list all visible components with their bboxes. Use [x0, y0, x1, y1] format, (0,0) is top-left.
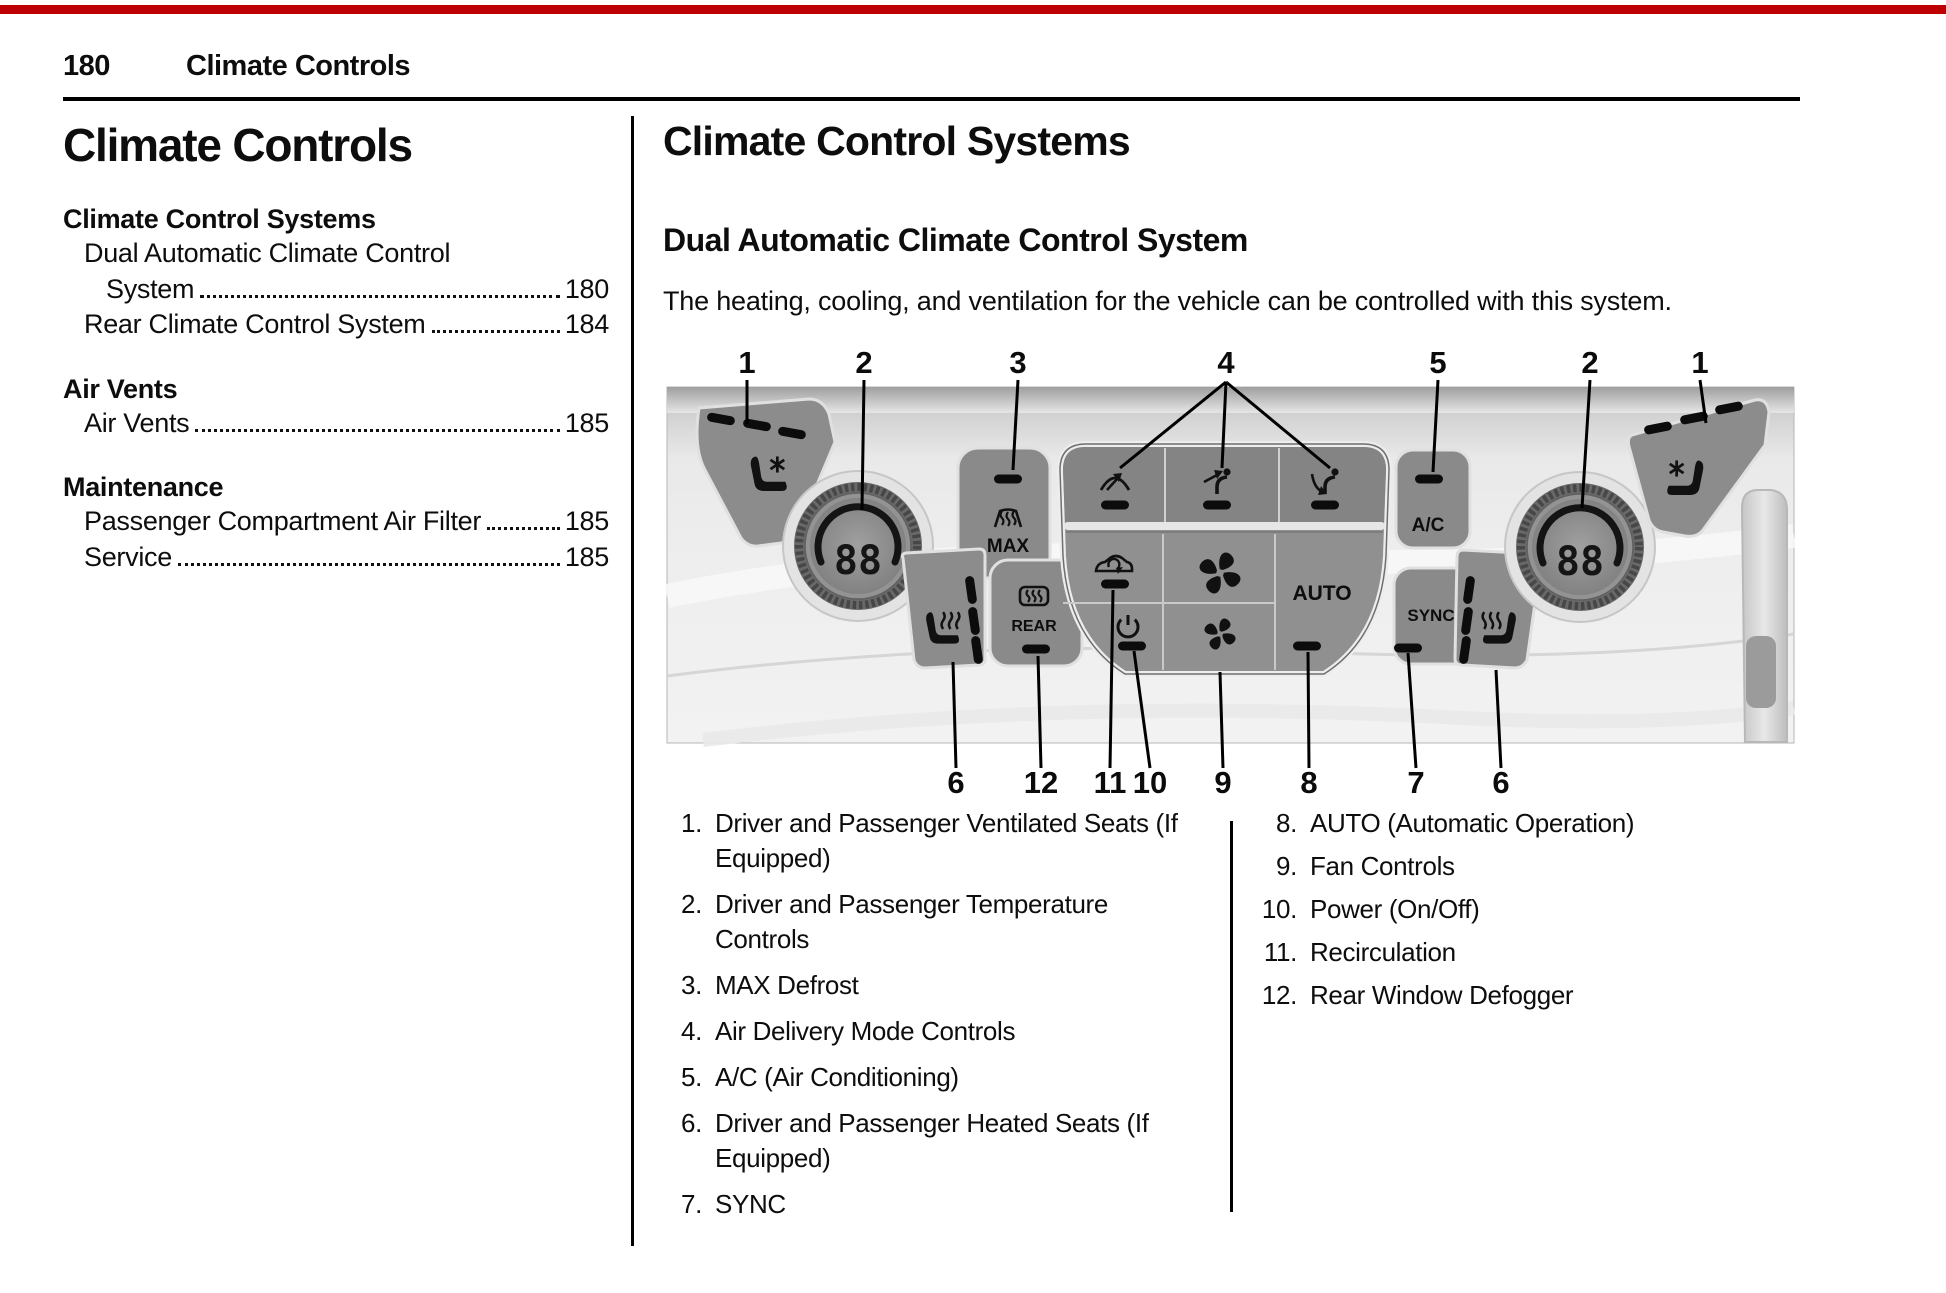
legend-number: 4.: [681, 1016, 702, 1046]
legend-text: SYNC: [715, 1189, 786, 1219]
passenger-temperature-knob: [1505, 472, 1655, 622]
dashboard-trim-pillar: [1742, 490, 1787, 742]
callout-7: 7: [1407, 765, 1425, 800]
legend-text: [715, 806, 1178, 876]
legend-item-5: [660, 1060, 1218, 1095]
toc-page-number: 180: [564, 273, 609, 304]
legend-item-10: [1247, 892, 1807, 927]
legend-text: Recirculation: [1310, 937, 1456, 967]
legend-line: Driver and Passenger Temperature: [715, 889, 1108, 919]
legend-item-1: [660, 806, 1218, 876]
callout-2-left: 2: [855, 345, 873, 380]
legend-number: 6.: [681, 1108, 702, 1138]
toc-heading: Air Vents: [63, 373, 178, 404]
toc-entry-label: Passenger Compartment Air Filter: [84, 506, 482, 536]
legend-number: 12.: [1261, 980, 1297, 1010]
header-rule: [63, 97, 1800, 101]
passenger-temp-display: 88: [1555, 539, 1605, 585]
legend-item-8: [1247, 806, 1807, 841]
column-divider: [631, 116, 634, 1246]
legend-text: [715, 887, 1108, 957]
legend-number: 2.: [681, 889, 702, 919]
center-button-cluster: [1060, 444, 1389, 674]
legend-number: 10.: [1261, 894, 1297, 924]
legend-number: 9.: [1276, 851, 1297, 881]
right-column: [663, 116, 1803, 318]
table-of-contents: [63, 203, 609, 575]
ac-label: A/C: [1411, 515, 1445, 536]
callout-1-left: 1: [738, 345, 756, 380]
legend-text: Rear Window Defogger: [1310, 980, 1574, 1010]
left-column: [63, 119, 609, 575]
legend-text: [715, 1106, 1149, 1176]
callout-8: 8: [1300, 765, 1318, 800]
legend-number: 7.: [681, 1189, 702, 1219]
figure-legend-left: [660, 806, 1218, 1233]
sync-label: SYNC: [1407, 606, 1455, 625]
legend-number: 11.: [1263, 937, 1297, 967]
legend-item-12: [1247, 978, 1807, 1013]
callout-10: 10: [1132, 765, 1168, 800]
toc-dot-leader: [487, 527, 560, 530]
toc-page-number: 184: [564, 309, 609, 339]
figure-legend-right: [1247, 806, 1807, 1021]
toc-page-number: 185: [564, 407, 609, 438]
auto-label: AUTO: [1292, 582, 1352, 605]
toc-entry-label: Dual Automatic Climate Control: [84, 238, 451, 268]
toc-entry-label: Air Vents: [84, 407, 190, 438]
header-chapter-title: Climate Controls: [186, 50, 411, 82]
legend-item-4: [660, 1014, 1218, 1049]
toc-page-number: 185: [564, 541, 609, 572]
page-top-accent-bar: [0, 5, 1946, 14]
driver-heated-seat-button: [902, 549, 985, 668]
legend-text: AUTO (Automatic Operation): [1310, 808, 1635, 838]
callout-3: 3: [1009, 345, 1027, 380]
toc-dot-leader: [178, 563, 560, 566]
subsection-title: Dual Automatic Climate Control System: [663, 222, 1248, 258]
climate-control-figure: [663, 338, 1803, 806]
callout-6-right: 6: [1492, 765, 1510, 800]
intro-paragraph: The heating, cooling, and ventilation for the vehicle can be controlled with this system.: [663, 286, 1672, 316]
legend-line: Equipped): [715, 843, 831, 873]
legend-line: Controls: [715, 924, 810, 954]
callout-11: 11: [1093, 765, 1127, 800]
legend-line: Equipped): [715, 1143, 831, 1173]
section-title: Climate Control Systems: [663, 118, 1130, 164]
toc-entry: [63, 236, 609, 272]
legend-text: A/C (Air Conditioning): [715, 1062, 959, 1092]
legend-text: Air Delivery Mode Controls: [715, 1016, 1016, 1046]
callout-9: 9: [1214, 765, 1232, 800]
legend-item-7: [660, 1187, 1218, 1222]
legend-number: 8.: [1276, 808, 1297, 838]
legend-line: Driver and Passenger Heated Seats (If: [715, 1108, 1149, 1138]
page-title: Climate Controls: [63, 119, 412, 171]
toc-dot-leader: [200, 295, 560, 298]
toc-heading: Climate Control Systems: [63, 204, 376, 234]
legend-item-3: [660, 968, 1218, 1003]
callout-12: 12: [1023, 765, 1059, 800]
legend-number: 5.: [681, 1062, 702, 1092]
toc-entry-label: Service: [84, 541, 172, 572]
header-page-number: 180: [63, 50, 110, 82]
toc-dot-leader: [432, 330, 560, 333]
callout-6-left: 6: [947, 765, 965, 800]
legend-item-6: [660, 1106, 1218, 1176]
toc-entry: [63, 504, 609, 540]
toc-entry-label: Rear Climate Control System: [84, 309, 426, 339]
legend-item-11: [1247, 935, 1807, 970]
legend-divider: [1230, 821, 1233, 1212]
toc-entry: [63, 406, 609, 442]
callout-1-right: 1: [1691, 345, 1709, 380]
legend-item-9: [1247, 849, 1807, 884]
legend-number: 3.: [681, 970, 702, 1000]
toc-entry: [63, 272, 609, 308]
max-label: MAX: [986, 536, 1030, 557]
toc-entry: [63, 540, 609, 576]
callout-4: 4: [1217, 345, 1235, 380]
toc-heading: Maintenance: [63, 472, 224, 502]
toc-entry-label: System: [106, 273, 195, 304]
rear-label: REAR: [1011, 618, 1057, 635]
legend-line: Driver and Passenger Ventilated Seats (If: [715, 808, 1178, 838]
callout-5: 5: [1429, 345, 1447, 380]
legend-item-2: [660, 887, 1218, 957]
toc-page-number: 185: [564, 506, 609, 536]
legend-text: Power (On/Off): [1310, 894, 1480, 924]
climate-panel-diagram: [663, 338, 1803, 806]
auto-button-dash: [1293, 642, 1321, 651]
toc-dot-leader: [195, 429, 559, 432]
driver-temp-display: 88: [833, 538, 883, 584]
toc-entry: [63, 307, 609, 343]
callout-2-right: 2: [1581, 345, 1599, 380]
legend-text: MAX Defrost: [715, 970, 859, 1000]
legend-number: 1.: [681, 808, 702, 838]
legend-text: Fan Controls: [1310, 851, 1455, 881]
